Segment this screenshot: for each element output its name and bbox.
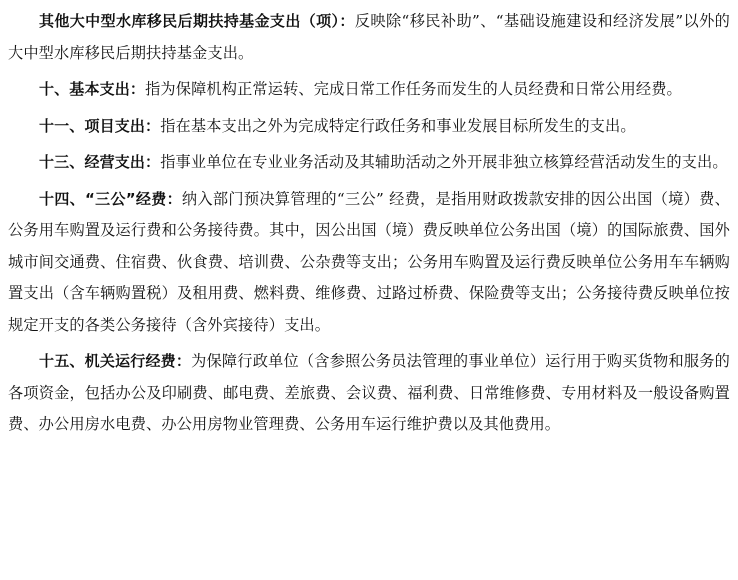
paragraph-text: 纳入部门预决算管理的“三公” 经费，是指用财政拨款安排的因公出国（境）费、公务用车购置及运行费和公务接待费。其中，因公出国（境）费反映单位公务出国（境）的国际旅费、国外城市间交通费、住宿费、伙食费、培训费、公杂费等支出；公务用车购置及运行费反映单位公务用车车辆购置支出（含车辆购置税）及租用费、燃料费、维修费、过路过桥费、保险费等支出；公务接待费反映单位按规定开支的各类公务接待（含外宾接待）支出。 (8, 189, 731, 334)
paragraph-agency-operating-expenses (8, 346, 730, 441)
paragraph-other-reservoir-fund (8, 6, 730, 69)
paragraph-text: 指事业单位在专业业务活动及其辅助活动之外开展非独立核算经营活动发生的支出。 (160, 153, 728, 171)
paragraph-heading: 其他大中型水库移民后期扶持基金支出（项）： (39, 12, 355, 30)
paragraph-text: 为保障行政单位（含参照公务员法管理的事业单位）运行用于购买货物和服务的各项资金，包括办公及印刷费、邮电费、差旅费、会议费、福利费、日常维修费、专用材料及一般设备购置费、办公用房水电费、办公用房物业管理费、公务用车运行维护费以及其他费用。 (8, 352, 730, 433)
paragraph-text: 指为保障机构正常运转、完成日常工作任务而发生的人员经费和日常公用经费。 (145, 80, 682, 98)
paragraph-heading: 十五、机关运行经费： (39, 352, 192, 370)
paragraph-heading: 十四、“三公”经费： (39, 189, 182, 208)
paragraph-heading: 十、基本支出： (39, 80, 146, 98)
paragraph-basic-expenditure (8, 74, 730, 106)
paragraph-heading: 十三、经营支出： (39, 153, 161, 171)
paragraph-operating-expenditure (8, 147, 730, 179)
paragraph-text: 反映除“移民补助”、“基础设施建设和经济发展”以外的大中型水库移民后期扶持基金支出。 (8, 12, 730, 62)
document-body (8, 6, 730, 441)
paragraph-text: 指在基本支出之外为完成特定行政任务和事业发展目标所发生的支出。 (160, 116, 636, 135)
paragraph-three-public-expenses (8, 184, 730, 342)
paragraph-project-expenditure (8, 111, 730, 143)
paragraph-heading: 十一、项目支出： (39, 116, 161, 135)
